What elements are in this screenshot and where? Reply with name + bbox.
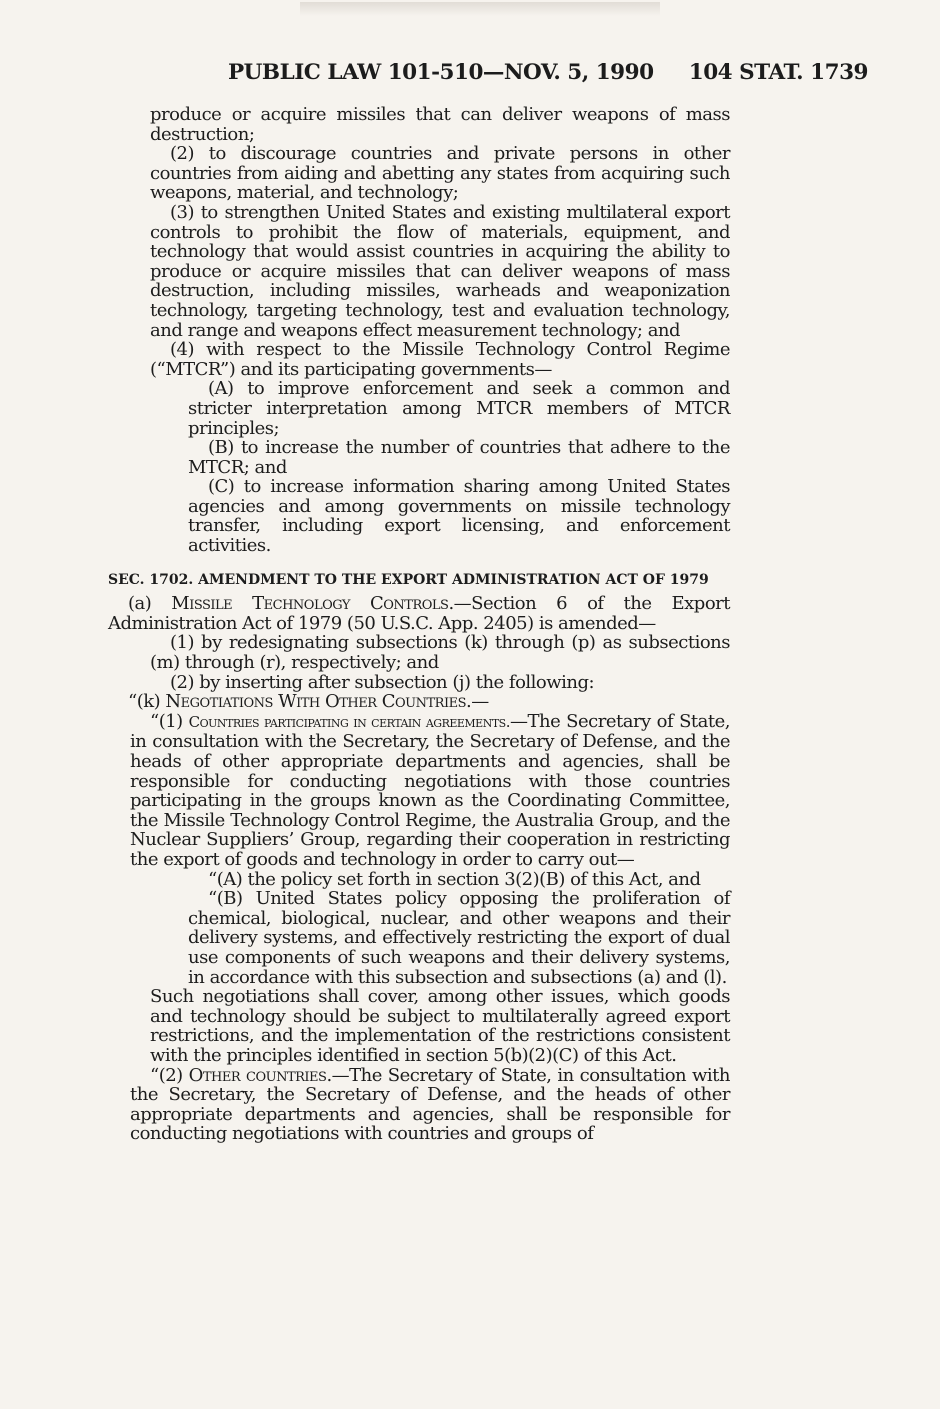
paragraph-k2	[108, 1066, 730, 1144]
subsection-a	[108, 594, 730, 633]
paragraph-item-2: (2) to discourage countries and private persons in other countries from aiding and abetting any states from acquiring such weapons, material, and technology;	[150, 143, 730, 204]
k2-caption: Other countries.	[188, 1064, 332, 1086]
subsection-a-label: (a)	[128, 593, 172, 615]
scan-artifact	[300, 2, 660, 16]
page-body	[108, 105, 730, 1144]
paragraph-item-4c: (C) to increase information sharing among United States agencies and among governments on missile technology transfer, including export licensing, and enforcement activities.	[188, 476, 730, 557]
paragraph-item-3: (3) to strengthen United States and existing multilateral export controls to prohibit the flow of materials, equipment, and technology that would assist countries in acquiring the ability to produce or acquire missiles that can deliver weapons of mass destruction, including missiles, warheads and weaponization technology, targeting technology, test and evaluation technology, and range and weapons effect measurement technology; and	[150, 201, 730, 341]
statute-page-number: 104 STAT. 1739	[688, 60, 868, 85]
subsection-a-text: —Section 6 of the Export Administration Act of 1979 (50 U.S.C. App. 2405) is amended—	[108, 593, 731, 634]
paragraph-k1-b: “(B) United States policy opposing the proliferation of chemical, biological, nuclear, and other weapons and their delivery systems, and effectively restricting the export of dual use components of such weapons and their delivery systems, in accordance with this subsection and subsections (a) and (l).	[188, 888, 730, 988]
k2-label: “(2)	[150, 1064, 189, 1086]
amendment-item-2: (2) by inserting after subsection (j) the following:	[170, 671, 595, 693]
paragraph-k1-a: “(A) the policy set forth in section 3(2)(B) of this Act, and	[208, 868, 701, 890]
running-head: PUBLIC LAW 101-510—NOV. 5, 1990	[228, 60, 654, 85]
paragraph-k1	[108, 712, 730, 870]
k-caption: Negotiations With Other Countries.	[165, 691, 472, 713]
paragraph-item-4b: (B) to increase the number of countries that adhere to the MTCR; and	[188, 437, 730, 478]
inserted-subsection-k	[108, 692, 730, 712]
subsection-a-caption: Missile Technology Controls.	[171, 593, 454, 615]
k-label: “(k)	[128, 691, 166, 713]
paragraph-continuation: produce or acquire missiles that can deliver weapons of mass destruction;	[150, 104, 730, 145]
k2-text: —The Secretary of State, in consultation with the Secretary, the Secretary of Defense, and the heads of other appropriate departments and agencies, shall be responsible for conducting negotiations with countries and groups of	[130, 1064, 730, 1145]
k1-label: “(1)	[150, 710, 189, 732]
k-dash: —	[471, 691, 489, 713]
amendment-item-1: (1) by redesignating subsections (k) through (p) as subsections (m) through (r), respectively; and	[150, 632, 730, 674]
page-header	[110, 60, 868, 90]
paragraph-item-4: (4) with respect to the Missile Technology Control Regime (“MTCR”) and its participating governments—	[150, 339, 730, 380]
paragraph-item-4a: (A) to improve enforcement and seek a common and stricter interpretation among MTCR members of MTCR principles;	[188, 378, 730, 439]
section-heading: SEC. 1702. AMENDMENT TO THE EXPORT ADMINISTRATION ACT OF 1979	[108, 571, 709, 588]
k1-caption: Countries participating in certain agreements.	[188, 712, 510, 731]
k1-text: —The Secretary of State, in consultation with the Secretary, the Secretary of Defense, and the heads of other appropriate departments and agencies, shall be responsible for conducting negotiations with those countries participating in the groups known as the Coordinating Committee, the Missile Technology Control Regime, the Australia Group, and the Nuclear Suppliers’ Group, regarding their cooperation in restricting the export of goods and technology in order to carry out—	[130, 710, 730, 870]
paragraph-k1-tail: Such negotiations shall cover, among other issues, which goods and technology should be subject to multilaterally agreed export restrictions, and the implementation of the restrictions consistent with the principles identified in section 5(b)(2)(C) of this Act.	[150, 986, 730, 1066]
